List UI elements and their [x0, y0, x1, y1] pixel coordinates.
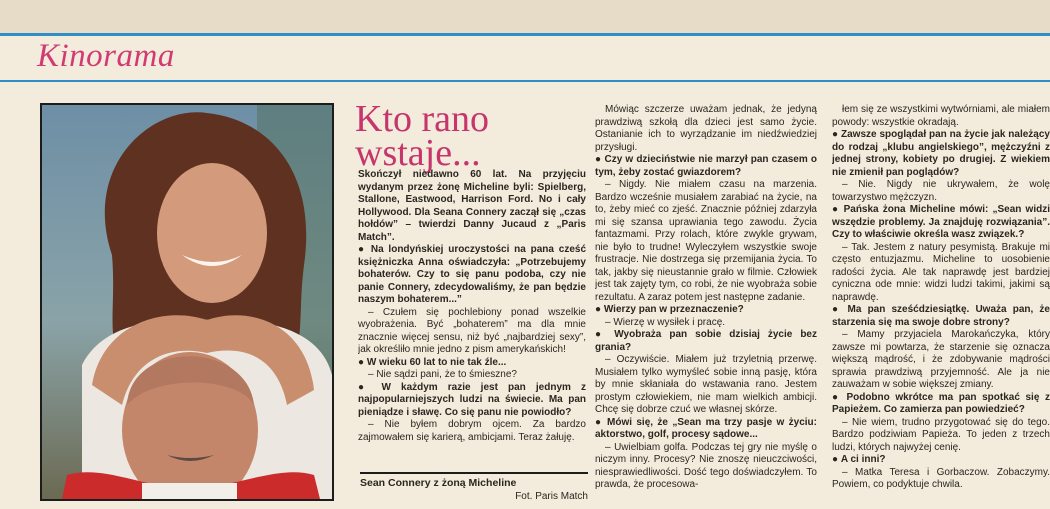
- interview-answer: Mówiąc szczerze uważam jednak, że jedyną prawdziwą szkołą dla dzieci jest samo życie. Ostanianie ich to wyrządzanie im niedźwiedziej przysługi.: [595, 104, 817, 153]
- headline-line-1: Kto rano: [355, 98, 490, 140]
- interview-question: ● W wieku 60 lat to nie tak źle...: [358, 357, 586, 370]
- interview-answer: – Mamy przyjaciela Marokańczyka, który zawsze mi powtarza, że starzenie się oznacza większą mądrość, i że zdobywanie mądrości sprawia prawdziwą przyjemność. Ale ja nie zauważam w sobie większej zmiany.: [832, 329, 1050, 390]
- article-photo: [40, 103, 334, 501]
- text-column-2: [595, 104, 817, 506]
- top-band: [0, 0, 1050, 36]
- interview-answer: – Nie wiem, trudno przygotować się do tego. Bardzo podziwiam Papieża. To jeden z trzech ludzi, których najwyżej cenię.: [832, 416, 1050, 453]
- interview-answer: – Nie sądzi pani, że to śmieszne?: [368, 369, 517, 380]
- article-headline: [355, 98, 490, 174]
- interview-answer: – Uwielbiam golfa. Podczas tej gry nie myślę o niczym inny. Procesy? Nie znoszę nieuczciwości, niesprawiedliwości. Dość tego doświadczyłem. To prawda, że procesowa-: [595, 441, 817, 490]
- interview-question: ● Pańska żona Micheline mówi: „Sean widzi wszędzie problemy. Ja znajduję rozwiązania”. Czy to właściwie określa wasz związek.?: [832, 204, 1050, 242]
- interview-answer: – Wierzę w wysiłek i pracę.: [605, 316, 726, 328]
- interview-question: ● Ma pan sześćdziesiątkę. Uważa pan, że starzenia się ma swoje dobre strony?: [832, 304, 1050, 329]
- interview-question: ● Zawsze spoglądał pan na życie jak należący do rodzaj „klubu angielskiego”, mężczyźni z jednej strony, kobiety po drugiej. Z wiekiem nie zmienił pan poglądów?: [832, 129, 1050, 179]
- interview-question: ● Podobno wkrótce ma pan spotkać się z Papieżem. Co zamierza pan powiedzieć?: [832, 392, 1050, 417]
- interview-question: ● Czy w dzieciństwie nie marzył pan czasem o tym, żeby zostać gwiazdorem?: [595, 154, 817, 179]
- text-column-1: [358, 169, 586, 469]
- interview-question: ● Na londyńskiej uroczystości na pana cześć księżniczka Anna oświadczyła: „Potrzebujemy bohaterów. Czy to się panu podoba, czy nie panie Connery, zdecydowaliśmy, że pan będzie naszym bohaterem...”: [358, 244, 586, 307]
- interview-answer: – Nigdy. Nie miałem czasu na marzenia. Bardzo wcześnie musiałem zarabiać na życie, na to, żeby mieć co zjeść. Znacznie później zdarzyła mi się szansa uprawiania tego zawodu. Życia fantazmami. Przy rolach, które zwykle grywam, nie było to trudne! Wyleczyłem wszystkie swoje frustracje. Nie dostrzega się przemijania życia. To tak, jakby się nieustannie grało w filmie. Człowiek jest tak zajęty tym, co robi, że nie wyobraża sobie rezultatu. A zaraz potem jest następne zadanie.: [595, 179, 817, 303]
- interview-answer: – Matka Teresa i Gorbaczow. Zobaczymy. Powiem, co podyktuje chwila.: [832, 466, 1050, 490]
- interview-answer: – Tak. Jestem z natury pesymistą. Brakuje mi często entuzjazmu. Micheline to uosobienie radości życia. Ale tak naprawdę jest bardziej cyniczna ode mnie: widzi ludzi takimi, jakimi są naprawdę.: [832, 241, 1050, 303]
- top-rule: [0, 33, 1050, 36]
- interview-answer: – Nie. Nigdy nie ukrywałem, że wolę towarzystwo mężczyzn.: [832, 179, 1050, 203]
- interview-answer: łem się ze wszystkimi wytwórniami, ale miałem powody: wszystkie okradają.: [832, 104, 1050, 128]
- text-column-3: [832, 104, 1050, 506]
- article-lead: Skończył niedawno 60 lat. Na przyjęciu wydanym przez żonę Micheline byli: Spielberg, Stallone, Eastwood, Harrison Ford. No i cały Hollywood. Dla Seana Connery zaczął się „czas hołdów” – twierdzi Danny Jucaud z „Paris Match”.: [358, 169, 586, 243]
- interview-question: ● Mówi się, że „Sean ma trzy pasje w życiu: aktorstwo, golf, procesy sądowe...: [595, 417, 817, 442]
- photo-credit: Fot. Paris Match: [515, 491, 588, 502]
- interview-answer: – Oczywiście. Miałem już trzyletnią przerwę. Musiałem tylko wymyśleć sobie inną pasję, która by mnie skłaniała do wstawania rano. Jestem prostym człowiekiem, nie mam wielkich ambicji. Chcę się dobrze czuć we własnej skórze.: [595, 354, 817, 415]
- section-rule: [0, 80, 1050, 82]
- interview-question: ● A ci inni?: [832, 454, 1050, 467]
- photo-illustration: [42, 105, 332, 499]
- section-title: Kinorama: [37, 38, 175, 74]
- caption-title: Sean Connery z żoną Micheline: [360, 477, 517, 489]
- interview-question: ● W każdym razie jest pan jednym z najpopularniejszych ludzi na świecie. Ma pan pieniądze i sławę. Co się panu nie powiodło?: [358, 382, 586, 420]
- interview-answer: – Czułem się pochlebiony ponad wszelkie wyobrażenia. Być „bohaterem” ma dla mnie znacznie więcej sensu, niż być „najbardziej sexy”, jak określiło mnie jedno z pism amerykańskich!: [358, 306, 586, 355]
- interview-question: ● Wierzy pan w przeznaczenie?: [595, 304, 817, 317]
- interview-question: ● Wyobraża pan sobie dzisiaj życie bez grania?: [595, 329, 817, 354]
- interview-answer: – Nie byłem dobrym ojcem. Za bardzo zajmowałem się karierą, ambicjami. Teraz żałuję.: [358, 419, 586, 443]
- headline-line-2: wstaje...: [355, 132, 481, 174]
- photo-caption: [360, 472, 588, 503]
